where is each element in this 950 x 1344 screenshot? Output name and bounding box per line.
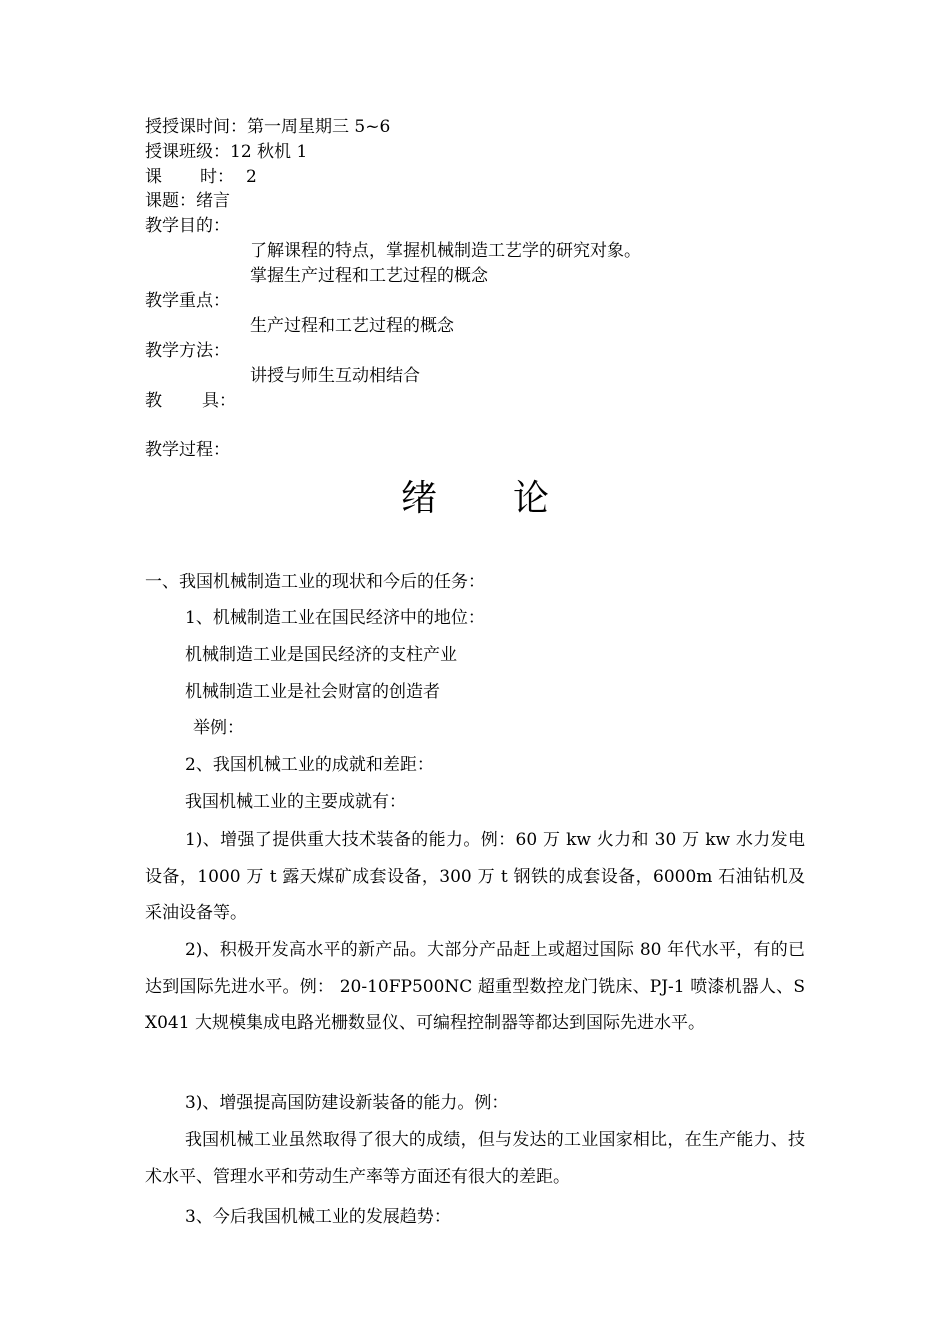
hours-label-a: 课 [145, 167, 162, 187]
hours-label-b: 时： [200, 167, 234, 187]
title-char-1: 绪 [400, 478, 437, 519]
body-line-a: 机械制造工业是国民经济的支柱产业 [185, 645, 457, 665]
example-label: 举例： [193, 718, 244, 738]
tools-label-a: 教 [145, 391, 162, 411]
paragraph-3: 3)、增强提高国防建设新装备的能力。例： [184, 1093, 509, 1113]
paragraph-2: 2)、积极开发高水平的新产品。大部分产品赶上或超过国际 80 年代水平，有的已达到国际先进水平。例： 20-10FP500NC 超重型数控龙门铣床、PJ-1 喷漆机器人、SX041 大规模集成电路光栅数显仪、可编程控制器等都达到国际先进水平。 [145, 940, 805, 1033]
objective-item-1: 了解课程的特点，掌握机械制造工艺学的研究对象。 [250, 241, 641, 261]
subheading-2: 2、我国机械工业的成就和差距： [185, 755, 434, 775]
process-label: 教学过程： [145, 440, 230, 460]
section-heading-1: 一、我国机械制造工业的现状和今后的任务： [145, 572, 485, 592]
method-item: 讲授与师生互动相结合 [250, 366, 420, 386]
lesson-time: 授授课时间：第一周星期三 5~6 [145, 117, 391, 137]
tools-label-b: 具： [202, 391, 236, 411]
objective-item-2: 掌握生产过程和工艺过程的概念 [250, 266, 488, 286]
title-char-2: 论 [513, 478, 550, 519]
subheading-1: 1、机械制造工业在国民经济中的地位： [185, 608, 485, 628]
key-point-label: 教学重点： [145, 291, 230, 311]
lesson-topic: 课题：绪言 [145, 191, 230, 211]
body-line-b: 机械制造工业是社会财富的创造者 [185, 682, 440, 702]
objective-label: 教学目的： [145, 216, 230, 236]
key-point-item: 生产过程和工艺过程的概念 [250, 316, 454, 336]
lesson-class: 授课班级：12 秋机 1 [145, 142, 308, 162]
hours-value: 2 [246, 167, 257, 187]
lesson-hours [145, 165, 257, 189]
subheading-3: 3、今后我国机械工业的发展趋势： [185, 1207, 451, 1227]
tools-label [145, 389, 236, 413]
paragraph-1: 1)、增强了提供重大技术装备的能力。例：60 万 kw 火力和 30 万 kw 水力发电设备，1000 万 t 露天煤矿成套设备，300 万 t 钢铁的成套设备，6000m 石油钻机及采油设备等。 [145, 830, 805, 923]
method-label: 教学方法： [145, 341, 230, 361]
paragraph-4: 我国机械工业虽然取得了很大的成绩，但与发达的工业国家相比，在生产能力、技术水平、管理水平和劳动生产率等方面还有很大的差距。 [145, 1130, 805, 1187]
page-title [0, 474, 950, 524]
achievements-intro: 我国机械工业的主要成就有： [185, 792, 406, 812]
